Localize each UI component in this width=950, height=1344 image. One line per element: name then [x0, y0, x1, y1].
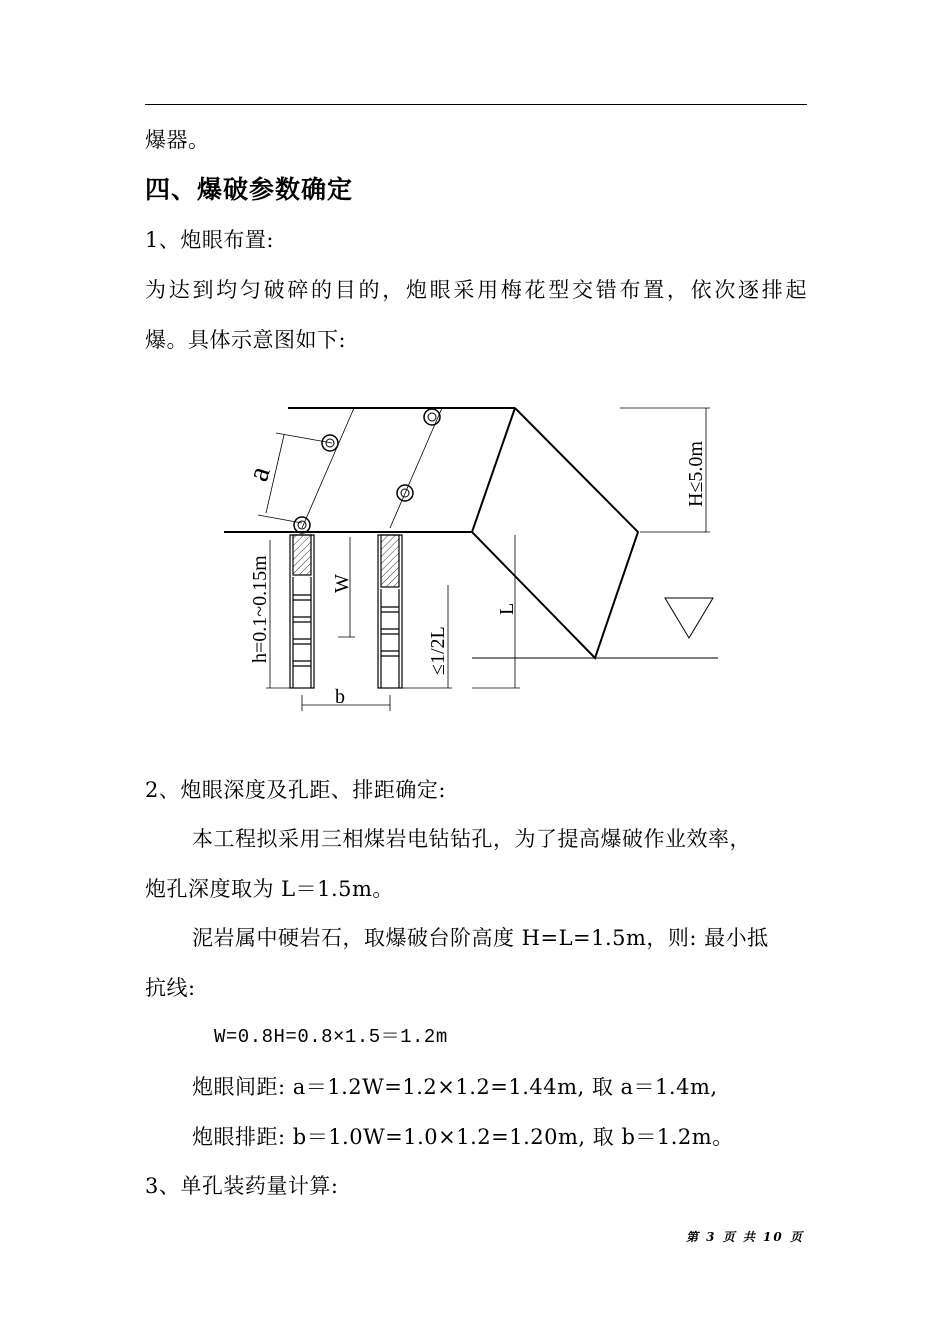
section-heading: 四、爆破参数确定 [145, 175, 354, 204]
label-half-l: ≤1/2L [427, 626, 449, 675]
subsection-title: 3、单孔装药量计算: [145, 1174, 339, 1198]
label-a: a [241, 462, 277, 486]
label-h-range: h=0.1~0.15m [249, 555, 271, 663]
paragraph-line: 抗线: [145, 976, 196, 1000]
hole-marker [294, 517, 310, 533]
text-line: 爆器。 [145, 128, 210, 152]
hole-marker [424, 409, 440, 425]
formula-a: 炮眼间距: a＝1.2W=1.2×1.2=1.44m, 取 a＝1.4m, [192, 1075, 718, 1099]
subsection-title: 2、炮眼深度及孔距、排距确定: [145, 778, 446, 802]
hole-marker [428, 413, 436, 421]
paragraph-line: 炮孔深度取为 L＝1.5m。 [145, 877, 394, 901]
label-b: b [335, 686, 345, 708]
paragraph-line: 本工程拟采用三相煤岩电钻钻孔，为了提高爆破作业效率， [192, 827, 751, 851]
hole-row-line [390, 408, 442, 528]
paragraph-line: 为达到均匀破碎的目的，炮眼采用梅花型交错布置，依次逐排起 [145, 278, 807, 302]
page-footer: 第 3 页 共 10 页 [686, 1230, 804, 1244]
header-rule [145, 104, 807, 105]
label-w: W [331, 574, 353, 593]
subsection-title: 1、炮眼布置: [145, 228, 274, 252]
blasthole-section [378, 535, 402, 688]
ground-level-triangle-icon [665, 598, 713, 638]
label-l: L [496, 602, 518, 615]
hole-row-line [302, 408, 354, 528]
blasthole-layout-diagram [210, 395, 730, 725]
label-bench-height: H≤5.0m [685, 441, 707, 507]
formula-w: W=0.8H=0.8×1.5＝1.2m [214, 1026, 448, 1048]
blasthole-section [290, 535, 314, 688]
bench-slope-outline [472, 408, 638, 658]
paragraph-line: 泥岩属中硬岩石，取爆破台阶高度 H=L=1.5m，则: 最小抵 [192, 926, 769, 950]
paragraph-line: 爆。具体示意图如下: [145, 328, 347, 352]
formula-b: 炮眼排距: b＝1.0W=1.0×1.2=1.20m, 取 b＝1.2m。 [192, 1125, 734, 1149]
